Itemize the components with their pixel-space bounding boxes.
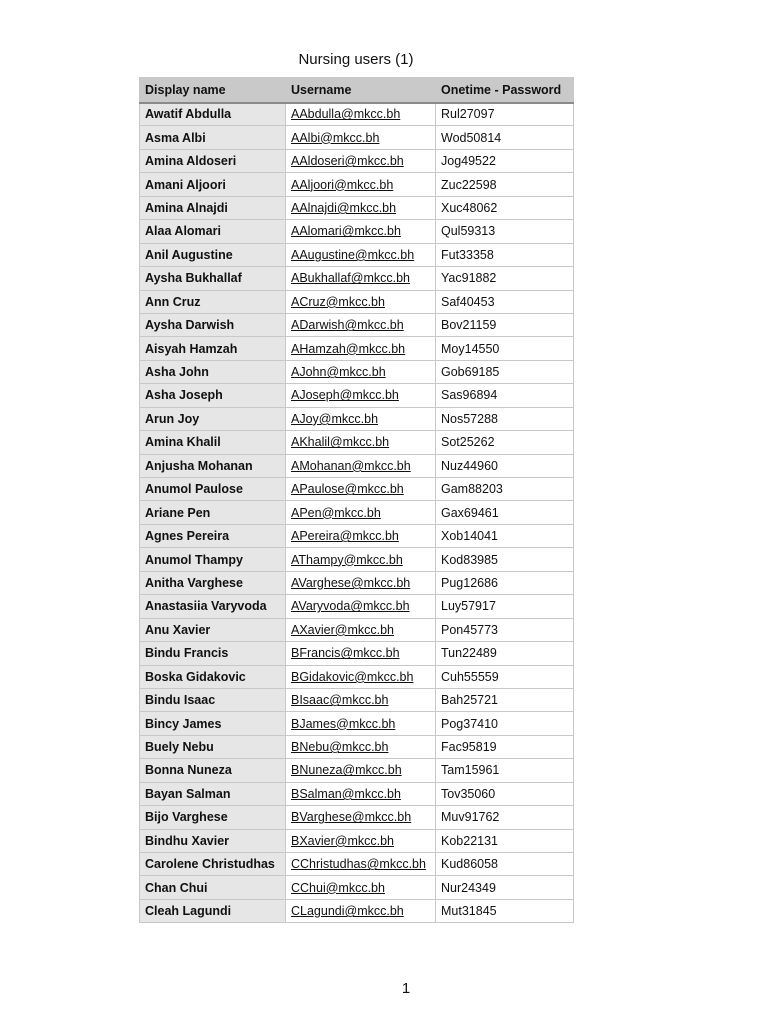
username-cell <box>286 243 436 266</box>
table-row <box>140 290 574 313</box>
table-row <box>140 853 574 876</box>
username-email-link[interactable]: AJoseph@mkcc.bh <box>291 388 399 403</box>
table-row <box>140 360 574 383</box>
username-cell <box>286 478 436 501</box>
display-name-cell: Anitha Varghese <box>140 571 286 594</box>
username-email-link[interactable]: CLagundi@mkcc.bh <box>291 904 404 919</box>
username-cell <box>286 220 436 243</box>
username-cell <box>286 899 436 922</box>
username-cell <box>286 454 436 477</box>
username-email-link[interactable]: AVarghese@mkcc.bh <box>291 575 411 590</box>
password-cell: Muv91762 <box>436 806 574 829</box>
table-row <box>140 454 574 477</box>
username-email-link[interactable]: AHamzah@mkcc.bh <box>291 341 406 356</box>
display-name-cell: Ariane Pen <box>140 501 286 524</box>
display-name-cell: Carolene Christudhas <box>140 853 286 876</box>
table-row <box>140 243 574 266</box>
username-cell <box>286 782 436 805</box>
table-row <box>140 759 574 782</box>
password-cell: Bah25721 <box>436 688 574 711</box>
display-name-cell: Aisyah Hamzah <box>140 337 286 360</box>
username-cell <box>286 149 436 172</box>
username-email-link[interactable]: ABukhallaf@mkcc.bh <box>291 271 410 286</box>
password-cell: Zuc22598 <box>436 173 574 196</box>
table-row <box>140 126 574 149</box>
display-name-cell: Agnes Pereira <box>140 524 286 547</box>
table-row <box>140 806 574 829</box>
display-name-cell: Bindu Francis <box>140 642 286 665</box>
username-email-link[interactable]: AKhalil@mkcc.bh <box>291 435 390 450</box>
display-name-cell: Anil Augustine <box>140 243 286 266</box>
username-cell <box>286 829 436 852</box>
table-row <box>140 431 574 454</box>
table-row <box>140 712 574 735</box>
username-cell <box>286 806 436 829</box>
password-cell: Gob69185 <box>436 360 574 383</box>
table-row <box>140 548 574 571</box>
username-email-link[interactable]: AAugustine@mkcc.bh <box>291 247 415 262</box>
username-cell <box>286 735 436 758</box>
username-email-link[interactable]: CChui@mkcc.bh <box>291 880 385 895</box>
username-cell <box>286 524 436 547</box>
table-row <box>140 103 574 126</box>
username-cell <box>286 360 436 383</box>
display-name-cell: Asha John <box>140 360 286 383</box>
display-name-cell: Boska Gidakovic <box>140 665 286 688</box>
password-cell: Kod83985 <box>436 548 574 571</box>
display-name-cell: Amina Alnajdi <box>140 196 286 219</box>
username-email-link[interactable]: CChristudhas@mkcc.bh <box>291 857 426 872</box>
username-email-link[interactable]: ADarwish@mkcc.bh <box>291 318 404 333</box>
username-email-link[interactable]: BIsaac@mkcc.bh <box>291 693 389 708</box>
table-row <box>140 478 574 501</box>
page-title: Nursing users (1) <box>298 51 414 68</box>
display-name-cell: Aysha Darwish <box>140 313 286 336</box>
table-row <box>140 501 574 524</box>
password-cell: Xuc48062 <box>436 196 574 219</box>
table-row <box>140 595 574 618</box>
username-email-link[interactable]: BGidakovic@mkcc.bh <box>291 669 414 684</box>
table-row <box>140 313 574 336</box>
table-row <box>140 220 574 243</box>
password-cell: Rul27097 <box>436 103 574 126</box>
username-cell <box>286 431 436 454</box>
password-cell: Sas96894 <box>436 384 574 407</box>
table-row <box>140 149 574 172</box>
username-email-link[interactable]: APaulose@mkcc.bh <box>291 482 404 497</box>
display-name-cell: Bindu Isaac <box>140 688 286 711</box>
display-name-cell: Amani Aljoori <box>140 173 286 196</box>
users-table <box>139 77 574 923</box>
username-email-link[interactable]: BVarghese@mkcc.bh <box>291 810 412 825</box>
table-row <box>140 735 574 758</box>
username-cell <box>286 642 436 665</box>
username-email-link[interactable]: APereira@mkcc.bh <box>291 529 399 544</box>
username-email-link[interactable]: BFrancis@mkcc.bh <box>291 646 400 661</box>
username-email-link[interactable]: AAlbi@mkcc.bh <box>291 130 380 145</box>
password-cell: Wod50814 <box>436 126 574 149</box>
table-row <box>140 267 574 290</box>
display-name-cell: Anu Xavier <box>140 618 286 641</box>
username-cell <box>286 337 436 360</box>
username-cell <box>286 712 436 735</box>
username-cell <box>286 876 436 899</box>
username-cell <box>286 267 436 290</box>
password-cell: Pog37410 <box>436 712 574 735</box>
username-email-link[interactable]: BXavier@mkcc.bh <box>291 833 394 848</box>
password-cell: Nuz44960 <box>436 454 574 477</box>
username-email-link[interactable]: BJames@mkcc.bh <box>291 716 396 731</box>
username-email-link[interactable]: AThampy@mkcc.bh <box>291 552 403 567</box>
username-email-link[interactable]: BSalman@mkcc.bh <box>291 786 401 801</box>
password-cell: Fut33358 <box>436 243 574 266</box>
password-cell: Moy14550 <box>436 337 574 360</box>
username-email-link[interactable]: AJohn@mkcc.bh <box>291 365 386 380</box>
display-name-cell: Chan Chui <box>140 876 286 899</box>
table-row <box>140 688 574 711</box>
password-cell: Tov35060 <box>436 782 574 805</box>
display-name-cell: Bindhu Xavier <box>140 829 286 852</box>
password-cell: Gam88203 <box>436 478 574 501</box>
display-name-cell: Cleah Lagundi <box>140 899 286 922</box>
table-row <box>140 524 574 547</box>
password-cell: Kob22131 <box>436 829 574 852</box>
username-cell <box>286 571 436 594</box>
username-cell <box>286 126 436 149</box>
password-cell: Jog49522 <box>436 149 574 172</box>
display-name-cell: Bayan Salman <box>140 782 286 805</box>
table-row <box>140 196 574 219</box>
username-cell <box>286 688 436 711</box>
display-name-cell: Anumol Paulose <box>140 478 286 501</box>
display-name-cell: Asma Albi <box>140 126 286 149</box>
username-email-link[interactable]: AAljoori@mkcc.bh <box>291 177 394 192</box>
password-cell: Tam15961 <box>436 759 574 782</box>
table-row <box>140 571 574 594</box>
username-cell <box>286 665 436 688</box>
table-row <box>140 407 574 430</box>
username-cell <box>286 548 436 571</box>
password-cell: Bov21159 <box>436 313 574 336</box>
username-cell <box>286 595 436 618</box>
display-name-cell: Awatif Abdulla <box>140 103 286 126</box>
username-cell <box>286 501 436 524</box>
display-name-cell: Bijo Varghese <box>140 806 286 829</box>
username-email-link[interactable]: APen@mkcc.bh <box>291 505 381 520</box>
page-number: 1 <box>401 980 411 997</box>
username-cell <box>286 384 436 407</box>
column-header-username: Username <box>286 78 436 103</box>
password-cell: Mut31845 <box>436 899 574 922</box>
column-header-display-name: Display name <box>140 78 286 103</box>
display-name-cell: Buely Nebu <box>140 735 286 758</box>
username-cell <box>286 103 436 126</box>
display-name-cell: Anjusha Mohanan <box>140 454 286 477</box>
password-cell: Sot25262 <box>436 431 574 454</box>
password-cell: Gax69461 <box>436 501 574 524</box>
password-cell: Nos57288 <box>436 407 574 430</box>
username-cell <box>286 196 436 219</box>
table-header-row <box>140 78 574 103</box>
username-cell <box>286 759 436 782</box>
username-email-link[interactable]: AJoy@mkcc.bh <box>291 411 379 426</box>
table-row <box>140 782 574 805</box>
username-email-link[interactable]: AVaryvoda@mkcc.bh <box>291 599 410 614</box>
username-email-link[interactable]: AAldoseri@mkcc.bh <box>291 154 404 169</box>
display-name-cell: Anumol Thampy <box>140 548 286 571</box>
password-cell: Luy57917 <box>436 595 574 618</box>
username-cell <box>286 313 436 336</box>
password-cell: Cuh55559 <box>436 665 574 688</box>
table-row <box>140 337 574 360</box>
password-cell: Xob14041 <box>436 524 574 547</box>
table-row <box>140 618 574 641</box>
password-cell: Tun22489 <box>436 642 574 665</box>
password-cell: Kud86058 <box>436 853 574 876</box>
username-email-link[interactable]: BNebu@mkcc.bh <box>291 740 389 755</box>
password-cell: Qul59313 <box>436 220 574 243</box>
table-row <box>140 899 574 922</box>
username-email-link[interactable]: AXavier@mkcc.bh <box>291 622 394 637</box>
username-cell <box>286 290 436 313</box>
display-name-cell: Bonna Nuneza <box>140 759 286 782</box>
column-header-password: Onetime - Password <box>436 78 574 103</box>
username-email-link[interactable]: AAlnajdi@mkcc.bh <box>291 200 397 215</box>
table-body <box>140 103 574 923</box>
display-name-cell: Asha Joseph <box>140 384 286 407</box>
password-cell: Saf40453 <box>436 290 574 313</box>
display-name-cell: Anastasiia Varyvoda <box>140 595 286 618</box>
username-cell <box>286 173 436 196</box>
table-row <box>140 642 574 665</box>
username-email-link[interactable]: AAlomari@mkcc.bh <box>291 224 401 239</box>
table-row <box>140 829 574 852</box>
display-name-cell: Alaa Alomari <box>140 220 286 243</box>
display-name-cell: Arun Joy <box>140 407 286 430</box>
table-row <box>140 173 574 196</box>
display-name-cell: Amina Khalil <box>140 431 286 454</box>
table-row <box>140 384 574 407</box>
username-email-link[interactable]: ACruz@mkcc.bh <box>291 294 385 309</box>
username-cell <box>286 853 436 876</box>
username-email-link[interactable]: AAbdulla@mkcc.bh <box>291 107 401 122</box>
password-cell: Pon45773 <box>436 618 574 641</box>
username-email-link[interactable]: BNuneza@mkcc.bh <box>291 763 402 778</box>
username-email-link[interactable]: AMohanan@mkcc.bh <box>291 458 411 473</box>
display-name-cell: Ann Cruz <box>140 290 286 313</box>
display-name-cell: Bincy James <box>140 712 286 735</box>
username-cell <box>286 618 436 641</box>
table-row <box>140 876 574 899</box>
password-cell: Yac91882 <box>436 267 574 290</box>
password-cell: Nur24349 <box>436 876 574 899</box>
password-cell: Fac95819 <box>436 735 574 758</box>
table-row <box>140 665 574 688</box>
display-name-cell: Aysha Bukhallaf <box>140 267 286 290</box>
username-cell <box>286 407 436 430</box>
display-name-cell: Amina Aldoseri <box>140 149 286 172</box>
password-cell: Pug12686 <box>436 571 574 594</box>
